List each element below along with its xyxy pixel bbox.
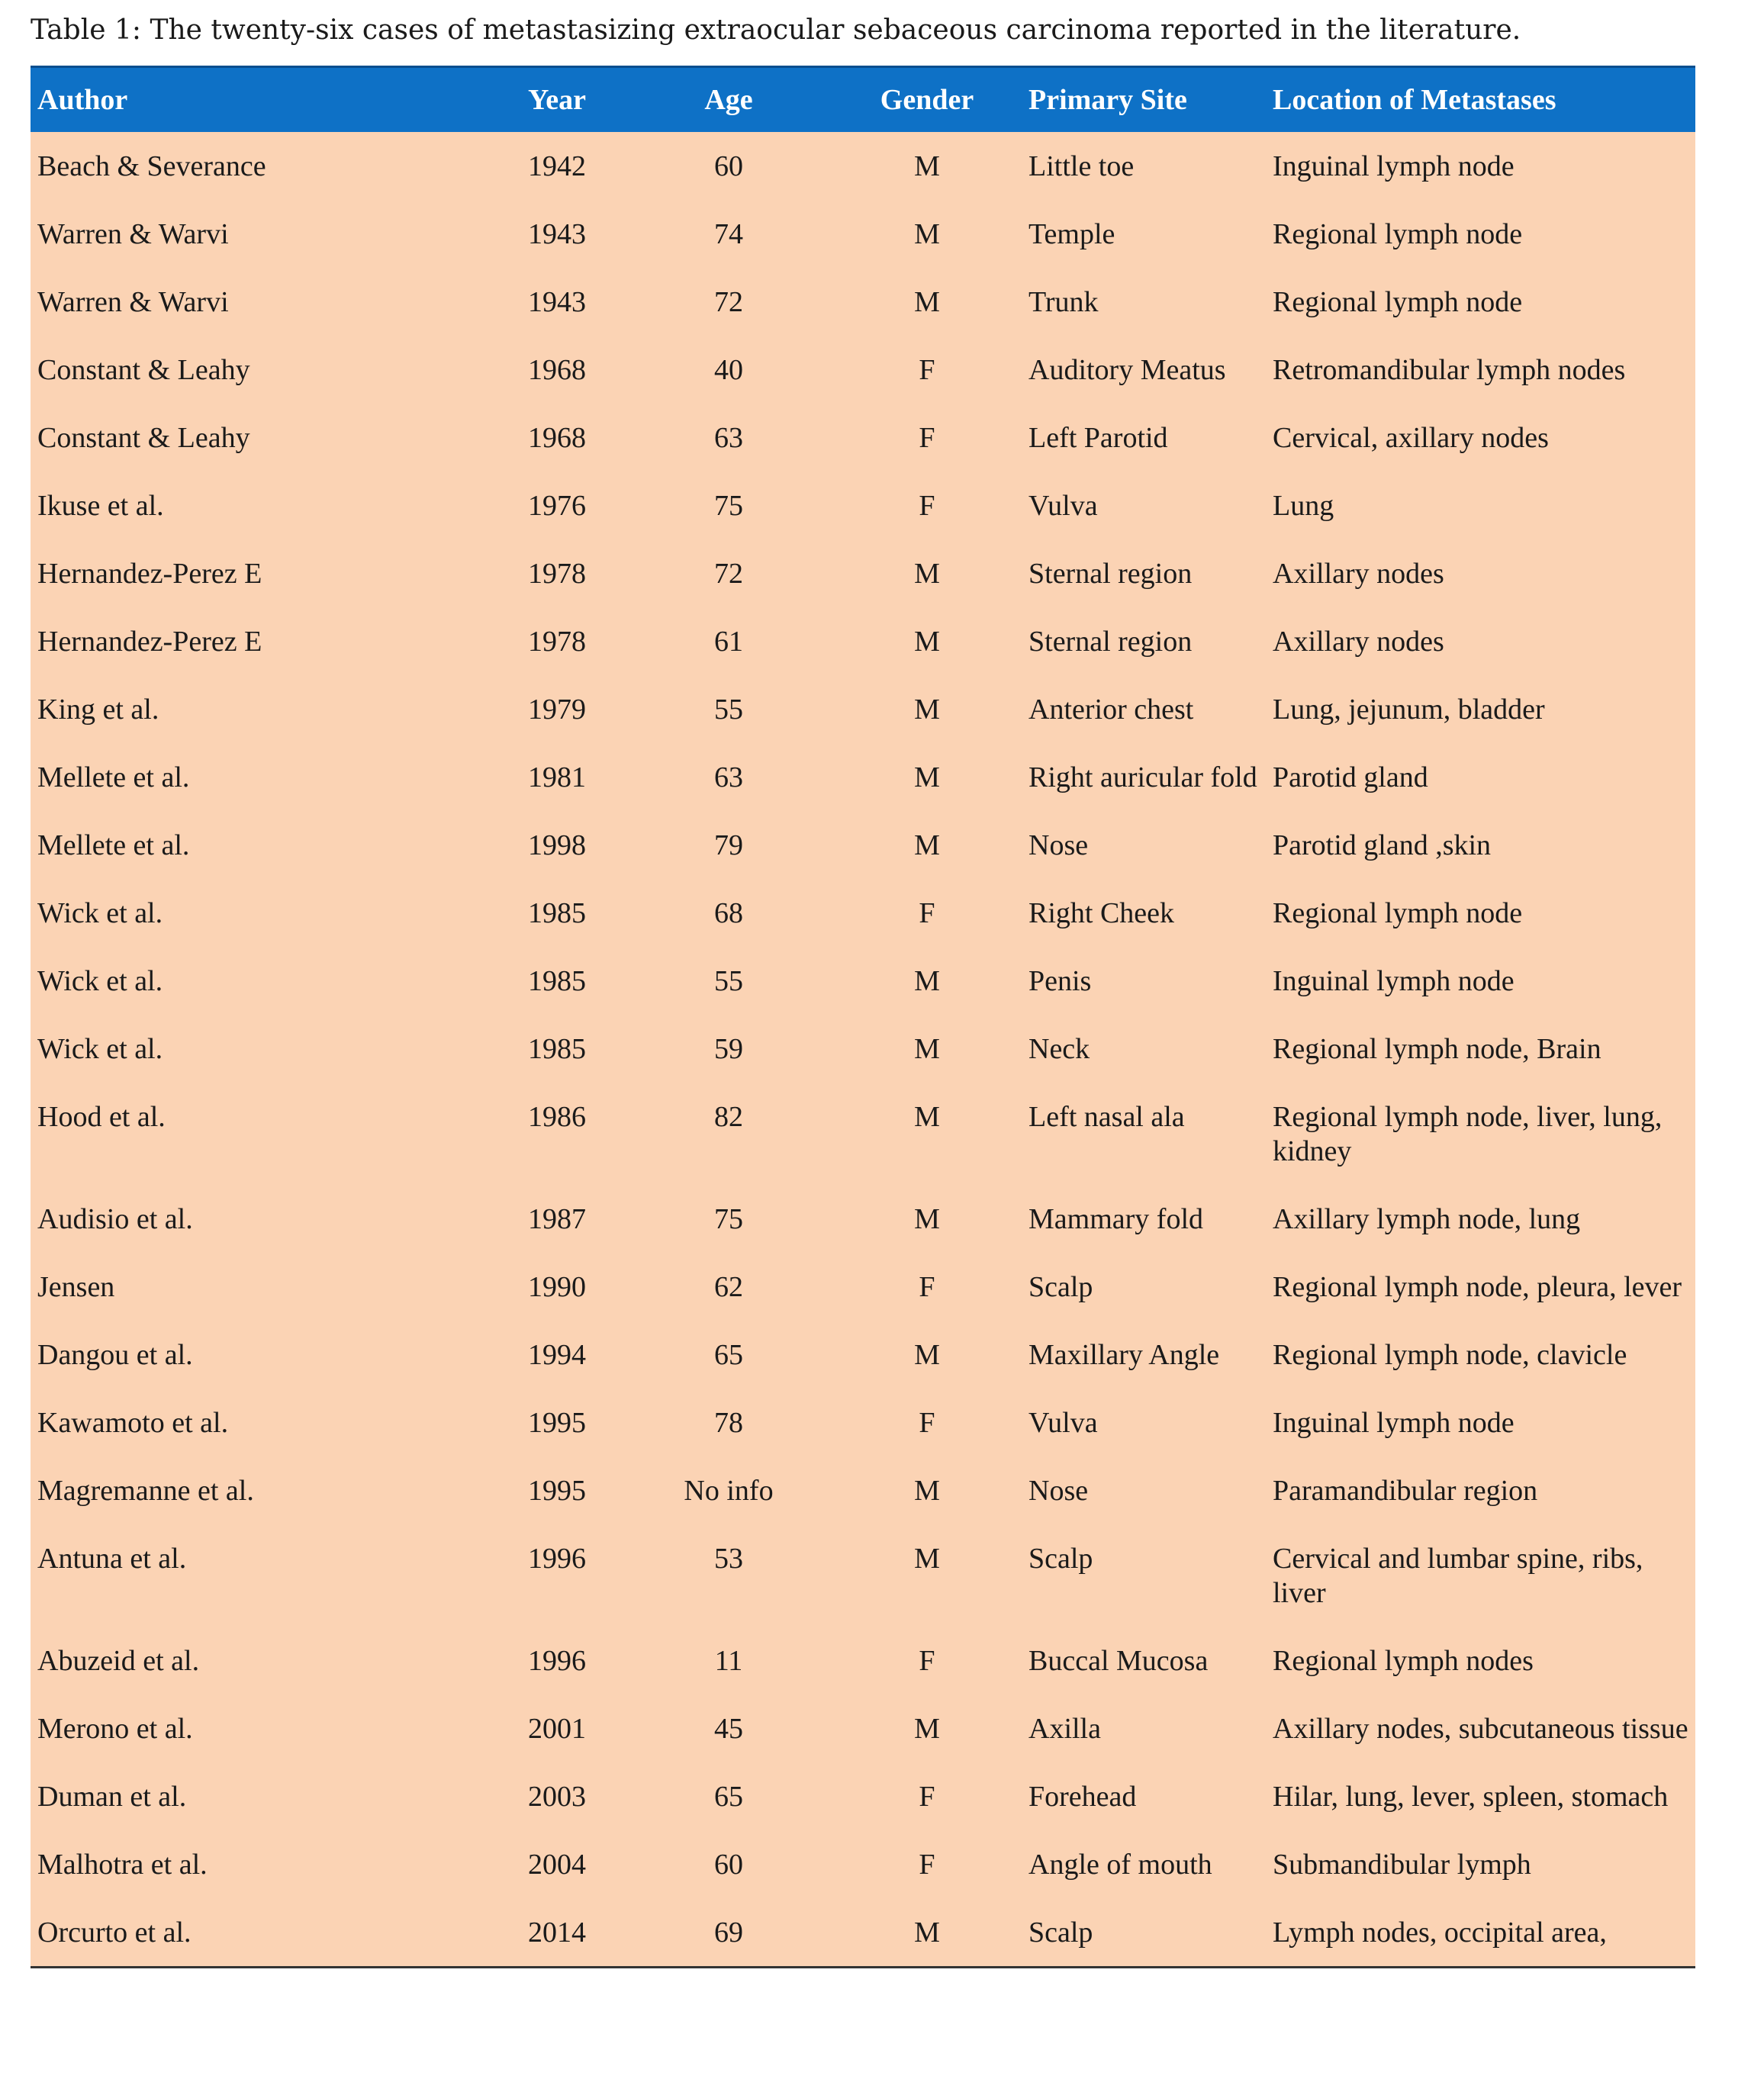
table-row (31, 947, 1695, 1015)
cell-primary-site: Buccal Mucosa (1028, 1645, 1209, 1677)
table-row (31, 1694, 1695, 1762)
cell-year: 1995 (528, 1475, 586, 1507)
table-row (31, 539, 1695, 607)
cell-author: King et al. (37, 694, 159, 726)
cell-year: 1985 (528, 897, 586, 929)
cell-location: Parotid gland (1273, 761, 1428, 793)
cell-author: Audisio et al. (37, 1203, 193, 1235)
cell-location: Regional lymph nodes (1273, 1645, 1534, 1677)
table-row (31, 1456, 1695, 1524)
cell-age: 60 (714, 150, 743, 182)
cell-primary-site: Temple (1028, 218, 1115, 250)
table-row (31, 1389, 1695, 1456)
cell-year: 1979 (528, 694, 586, 726)
cell-author: Wick et al. (37, 965, 163, 997)
cell-primary-site: Scalp (1028, 1916, 1093, 1949)
table-row (31, 607, 1695, 675)
cell-gender: F (919, 1645, 935, 1677)
cell-primary-site: Right auricular fold (1028, 761, 1257, 793)
cell-age: 53 (714, 1543, 743, 1575)
cell-age: 59 (714, 1033, 743, 1065)
table-row (31, 1627, 1695, 1694)
cell-author: Mellete et al. (37, 761, 190, 793)
cell-gender: M (914, 1033, 940, 1065)
cell-primary-site: Anterior chest (1028, 694, 1194, 726)
cell-author: Kawamoto et al. (37, 1407, 229, 1439)
cell-location: Inguinal lymph node (1273, 1407, 1515, 1439)
cell-age: No info (684, 1475, 774, 1507)
cell-age: 62 (714, 1271, 743, 1303)
table-row (31, 471, 1695, 539)
cell-age: 74 (714, 218, 743, 250)
cell-gender: M (914, 150, 940, 182)
cell-gender: F (919, 490, 935, 522)
cell-gender: F (919, 1781, 935, 1813)
table-row (31, 1015, 1695, 1083)
cell-primary-site: Axilla (1028, 1713, 1101, 1745)
cell-primary-site: Scalp (1028, 1543, 1093, 1575)
cell-gender: M (914, 1475, 940, 1507)
cell-year: 1981 (528, 761, 586, 793)
cell-age: 79 (714, 829, 743, 861)
cell-location: Lymph nodes, occipital area, (1273, 1916, 1607, 1949)
header-year: Year (528, 84, 586, 116)
cell-location: Axillary lymph node, lung (1273, 1203, 1581, 1235)
cell-age: 75 (714, 1203, 743, 1235)
cell-location: Parotid gland ,skin (1273, 829, 1492, 861)
cell-author: Constant & Leahy (37, 354, 250, 386)
cell-author: Antuna et al. (37, 1543, 187, 1575)
cell-age: 61 (714, 626, 743, 658)
cell-age: 65 (714, 1339, 743, 1371)
cell-author: Mellete et al. (37, 829, 190, 861)
cell-age: 45 (714, 1713, 743, 1745)
cell-location: Regional lymph node (1273, 897, 1523, 929)
table-row (31, 1524, 1695, 1627)
cell-primary-site: Mammary fold (1028, 1203, 1204, 1235)
cell-year: 1968 (528, 422, 586, 454)
cell-year: 2004 (528, 1849, 586, 1881)
cell-author: Duman et al. (37, 1781, 187, 1813)
cell-location: Cervical and lumbar spine, ribs, liver (1273, 1543, 1643, 1609)
metastases-table (31, 66, 1695, 1966)
cell-year: 1943 (528, 286, 586, 318)
cell-primary-site: Maxillary Angle (1028, 1339, 1220, 1371)
cell-author: Ikuse et al. (37, 490, 164, 522)
cell-gender: M (914, 965, 940, 997)
header-author: Author (37, 84, 128, 116)
table-caption: Table 1: The twenty-six cases of metastasizing extraocular sebaceous carcinoma reported in the literature. (31, 14, 1521, 46)
table-row (31, 675, 1695, 743)
cell-author: Wick et al. (37, 1033, 163, 1065)
table-row (31, 200, 1695, 268)
cell-location: Lung (1273, 490, 1334, 522)
cell-primary-site: Sternal region (1028, 626, 1193, 658)
cell-location: Regional lymph node (1273, 218, 1523, 250)
cell-age: 69 (714, 1916, 743, 1949)
cell-author: Beach & Severance (37, 150, 266, 182)
cell-gender: M (914, 558, 940, 590)
cell-primary-site: Trunk (1028, 286, 1099, 318)
cell-year: 2014 (528, 1916, 586, 1949)
cell-author: Constant & Leahy (37, 422, 250, 454)
cell-gender: M (914, 286, 940, 318)
cell-location: Regional lymph node, liver, lung, kidney (1273, 1101, 1663, 1167)
table-row (31, 1321, 1695, 1389)
cell-year: 1994 (528, 1339, 586, 1371)
cell-age: 75 (714, 490, 743, 522)
table-body (31, 132, 1695, 1966)
cell-gender: M (914, 626, 940, 658)
cell-gender: F (919, 897, 935, 929)
cell-primary-site: Forehead (1028, 1781, 1137, 1813)
cell-author: Wick et al. (37, 897, 163, 929)
cell-age: 72 (714, 286, 743, 318)
cell-primary-site: Nose (1028, 829, 1089, 861)
cell-location: Regional lymph node, clavicle (1273, 1339, 1627, 1371)
cell-year: 1942 (528, 150, 586, 182)
cell-author: Hood et al. (37, 1101, 166, 1133)
cell-gender: F (919, 354, 935, 386)
table-row (31, 1762, 1695, 1830)
cell-year: 1978 (528, 558, 586, 590)
cell-primary-site: Vulva (1028, 490, 1098, 522)
cell-age: 82 (714, 1101, 743, 1133)
cell-age: 40 (714, 354, 743, 386)
table-row (31, 1185, 1695, 1253)
table-row (31, 879, 1695, 947)
table-row (31, 1083, 1695, 1185)
cell-primary-site: Scalp (1028, 1271, 1093, 1303)
cell-year: 2001 (528, 1713, 586, 1745)
header-gender: Gender (880, 84, 974, 116)
cell-year: 2003 (528, 1781, 586, 1813)
table-row (31, 811, 1695, 879)
cell-year: 1995 (528, 1407, 586, 1439)
cell-location: Inguinal lymph node (1273, 150, 1515, 182)
table-row (31, 404, 1695, 471)
cell-gender: M (914, 761, 940, 793)
cell-primary-site: Auditory Meatus (1028, 354, 1226, 386)
cell-primary-site: Right Cheek (1028, 897, 1175, 929)
cell-author: Malhotra et al. (37, 1849, 208, 1881)
cell-year: 1990 (528, 1271, 586, 1303)
cell-author: Merono et al. (37, 1713, 193, 1745)
cell-year: 1976 (528, 490, 586, 522)
cell-primary-site: Vulva (1028, 1407, 1098, 1439)
cell-age: 65 (714, 1781, 743, 1813)
table-row (31, 1830, 1695, 1898)
cell-author: Hernandez-Perez E (37, 558, 262, 590)
cell-year: 1978 (528, 626, 586, 658)
metastases-table-container (31, 66, 1695, 1968)
cell-gender: M (914, 694, 940, 726)
cell-primary-site: Left Parotid (1028, 422, 1168, 454)
cell-primary-site: Little toe (1028, 150, 1135, 182)
cell-primary-site: Nose (1028, 1475, 1089, 1507)
cell-primary-site: Left nasal ala (1028, 1101, 1185, 1133)
cell-location: Submandibular lymph (1273, 1849, 1531, 1881)
cell-age: 55 (714, 694, 743, 726)
table-row (31, 743, 1695, 811)
cell-gender: M (914, 1713, 940, 1745)
table-row (31, 268, 1695, 336)
cell-age: 11 (714, 1645, 743, 1677)
cell-author: Abuzeid et al. (37, 1645, 200, 1677)
cell-location: Regional lymph node, Brain (1273, 1033, 1601, 1065)
cell-author: Hernandez-Perez E (37, 626, 262, 658)
cell-gender: F (919, 1849, 935, 1881)
cell-year: 1996 (528, 1645, 586, 1677)
cell-gender: F (919, 422, 935, 454)
cell-age: 55 (714, 965, 743, 997)
cell-primary-site: Angle of mouth (1028, 1849, 1212, 1881)
cell-location: Axillary nodes (1273, 626, 1444, 658)
cell-gender: M (914, 1916, 940, 1949)
cell-year: 1968 (528, 354, 586, 386)
cell-location: Axillary nodes, subcutaneous tissue (1273, 1713, 1688, 1745)
cell-year: 1985 (528, 1033, 586, 1065)
cell-primary-site: Penis (1028, 965, 1092, 997)
cell-gender: M (914, 1543, 940, 1575)
cell-age: 60 (714, 1849, 743, 1881)
cell-location: Hilar, lung, lever, spleen, stomach (1273, 1781, 1669, 1813)
cell-gender: F (919, 1271, 935, 1303)
cell-location: Retromandibular lymph nodes (1273, 354, 1626, 386)
cell-location: Axillary nodes (1273, 558, 1444, 590)
cell-gender: M (914, 1339, 940, 1371)
cell-age: 78 (714, 1407, 743, 1439)
cell-location: Lung, jejunum, bladder (1273, 694, 1545, 726)
header-row (31, 67, 1695, 133)
cell-location: Cervical, axillary nodes (1273, 422, 1549, 454)
cell-author: Magremanne et al. (37, 1475, 254, 1507)
cell-author: Warren & Warvi (37, 218, 229, 250)
cell-gender: M (914, 1203, 940, 1235)
cell-author: Warren & Warvi (37, 286, 229, 318)
cell-author: Dangou et al. (37, 1339, 193, 1371)
cell-year: 1985 (528, 965, 586, 997)
table-header (31, 67, 1695, 133)
header-primary-site: Primary Site (1028, 84, 1187, 116)
cell-age: 63 (714, 422, 743, 454)
header-age: Age (704, 84, 753, 116)
cell-year: 1996 (528, 1543, 586, 1575)
cell-primary-site: Neck (1028, 1033, 1090, 1065)
cell-age: 68 (714, 897, 743, 929)
cell-location: Regional lymph node, pleura, lever (1273, 1271, 1682, 1303)
cell-year: 1943 (528, 218, 586, 250)
cell-gender: F (919, 1407, 935, 1439)
cell-primary-site: Sternal region (1028, 558, 1193, 590)
header-location: Location of Metastases (1273, 84, 1556, 116)
table-row (31, 132, 1695, 200)
cell-author: Orcurto et al. (37, 1916, 192, 1949)
cell-gender: M (914, 1101, 940, 1133)
table-row (31, 1253, 1695, 1321)
cell-location: Inguinal lymph node (1273, 965, 1515, 997)
cell-gender: M (914, 218, 940, 250)
cell-location: Regional lymph node (1273, 286, 1523, 318)
cell-year: 1986 (528, 1101, 586, 1133)
cell-year: 1998 (528, 829, 586, 861)
table-row (31, 1898, 1695, 1966)
cell-age: 63 (714, 761, 743, 793)
cell-age: 72 (714, 558, 743, 590)
cell-author: Jensen (37, 1271, 115, 1303)
table-row (31, 336, 1695, 404)
cell-gender: M (914, 829, 940, 861)
cell-location: Paramandibular region (1273, 1475, 1538, 1507)
cell-year: 1987 (528, 1203, 586, 1235)
